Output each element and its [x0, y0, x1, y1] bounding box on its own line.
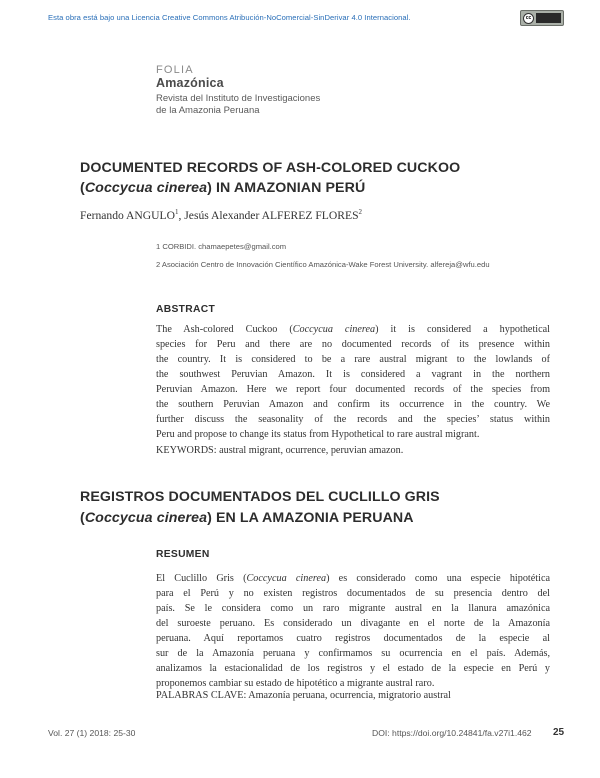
- footer-doi-link[interactable]: DOI: https://doi.org/10.24841/fa.v27i1.462: [372, 728, 532, 738]
- resumen-line: analizamos la estacionalidad de los registros y el estado de la especie en Perú y: [156, 663, 550, 674]
- affiliation-2: 2 Asociación Centro de Innovación Científico Amazónica-Wake Forest University. alfereja@wfu.edu: [156, 260, 490, 269]
- resumen-line: del suroeste peruano. Es considerado un divagante en el norte de la Amazonía: [156, 618, 550, 629]
- resumen-body: [156, 571, 550, 691]
- resumen-line: país. Se le considera como un raro migrante austral en la llanura amazónica: [156, 603, 550, 614]
- author-2: Jesús Alexander ALFEREZ FLORES: [184, 208, 359, 222]
- resumen-line: para el Perú y no existen registros documentados de su presencia dentro del: [156, 588, 550, 599]
- abstract-line: species for Peru and there are no documented records of its presence within: [156, 339, 550, 350]
- license-terms-icon: [536, 13, 561, 23]
- abstract-heading: ABSTRACT: [156, 304, 216, 315]
- article-title-en-line2: (Coccycua cinerea) IN AMAZONIAN PERÚ: [80, 180, 366, 196]
- resumen-line: El Cuclillo Gris (Coccycua cinerea) es considerado como una especie hipotética: [156, 573, 550, 584]
- page-number: 25: [553, 727, 565, 738]
- species-name-es: Coccycua cinerea: [84, 510, 208, 526]
- resumen-heading: RESUMEN: [156, 549, 210, 560]
- palabras-clave: PALABRAS CLAVE: Amazonía peruana, ocurrencia, migratorio austral: [156, 690, 451, 701]
- resumen-line: sur de la Amazonía peruana y confirmamos su ocurrencia en el país. Además,: [156, 648, 550, 659]
- author-list: Fernando ANGULO$^1$, Jesús Alexander ALFEREZ FLORES$^2$: [80, 208, 363, 222]
- journal-logo-amazonica: Amazónica: [156, 76, 224, 90]
- species-name-italic: Coccycua cinerea: [292, 324, 376, 335]
- journal-logo-folia: FOLIA: [156, 64, 194, 76]
- cc-icon: cc: [523, 13, 534, 24]
- resumen-line: peruana. Aquí reportamos cuatro registros documentados de la especie al: [156, 633, 550, 644]
- abstract-line: further discuss the seasonality of the records and the species’ status within: [156, 414, 550, 425]
- abstract-line: Peru and propose to change its status from Hypothetical to rare austral migrant.: [156, 429, 480, 440]
- keywords: KEYWORDS: austral migrant, ocurrence, peruvian amazon.: [156, 445, 404, 456]
- article-title-en-line1: DOCUMENTED RECORDS OF ASH-COLORED CUCKOO: [80, 160, 461, 176]
- footer-volume: Vol. 27 (1) 2018: 25-30: [48, 728, 136, 738]
- article-title-es-line1: REGISTROS DOCUMENTADOS DEL CUCLILLO GRIS: [80, 489, 440, 505]
- abstract-line: the southern Peruvian Amazon and confirm its occurrence in the country. We: [156, 399, 550, 410]
- resumen-line: proponemos cambiar su estado de hipotético a migrante austral raro.: [156, 678, 435, 689]
- abstract-line: Peruvian Amazon. Here we report four documented records of the species from: [156, 384, 550, 395]
- abstract-body: [156, 322, 550, 442]
- journal-subtitle-line1: Revista del Instituto de Investigaciones: [156, 93, 321, 104]
- cc-by-nc-nd-badge-icon[interactable]: [520, 10, 564, 26]
- species-name-italic: Coccycua cinerea: [246, 573, 327, 584]
- abstract-line: the country. It is considered to be a rare austral migrant to the lowlands of: [156, 354, 550, 365]
- abstract-line: The Ash-colored Cuckoo (Coccycua cinerea) it is considered a hypothetical: [156, 324, 550, 335]
- affiliation-1: 1 CORBIDI. chamaepetes@gmail.com: [156, 242, 287, 251]
- journal-subtitle-line2: de la Amazonia Peruana: [156, 105, 260, 116]
- license-link[interactable]: Esta obra está bajo una Licencia Creative Commons Atribución-NoComercial-SinDerivar 4.0 Internacional.: [48, 13, 411, 22]
- article-title-es-line2: (Coccycua cinerea) EN LA AMAZONIA PERUANA: [80, 510, 414, 526]
- species-name: Coccycua cinerea: [84, 180, 208, 196]
- author-1: Fernando ANGULO: [80, 208, 175, 222]
- abstract-line: the southwest Peruvian Amazon. It is considered a vagrant in the northern: [156, 369, 550, 380]
